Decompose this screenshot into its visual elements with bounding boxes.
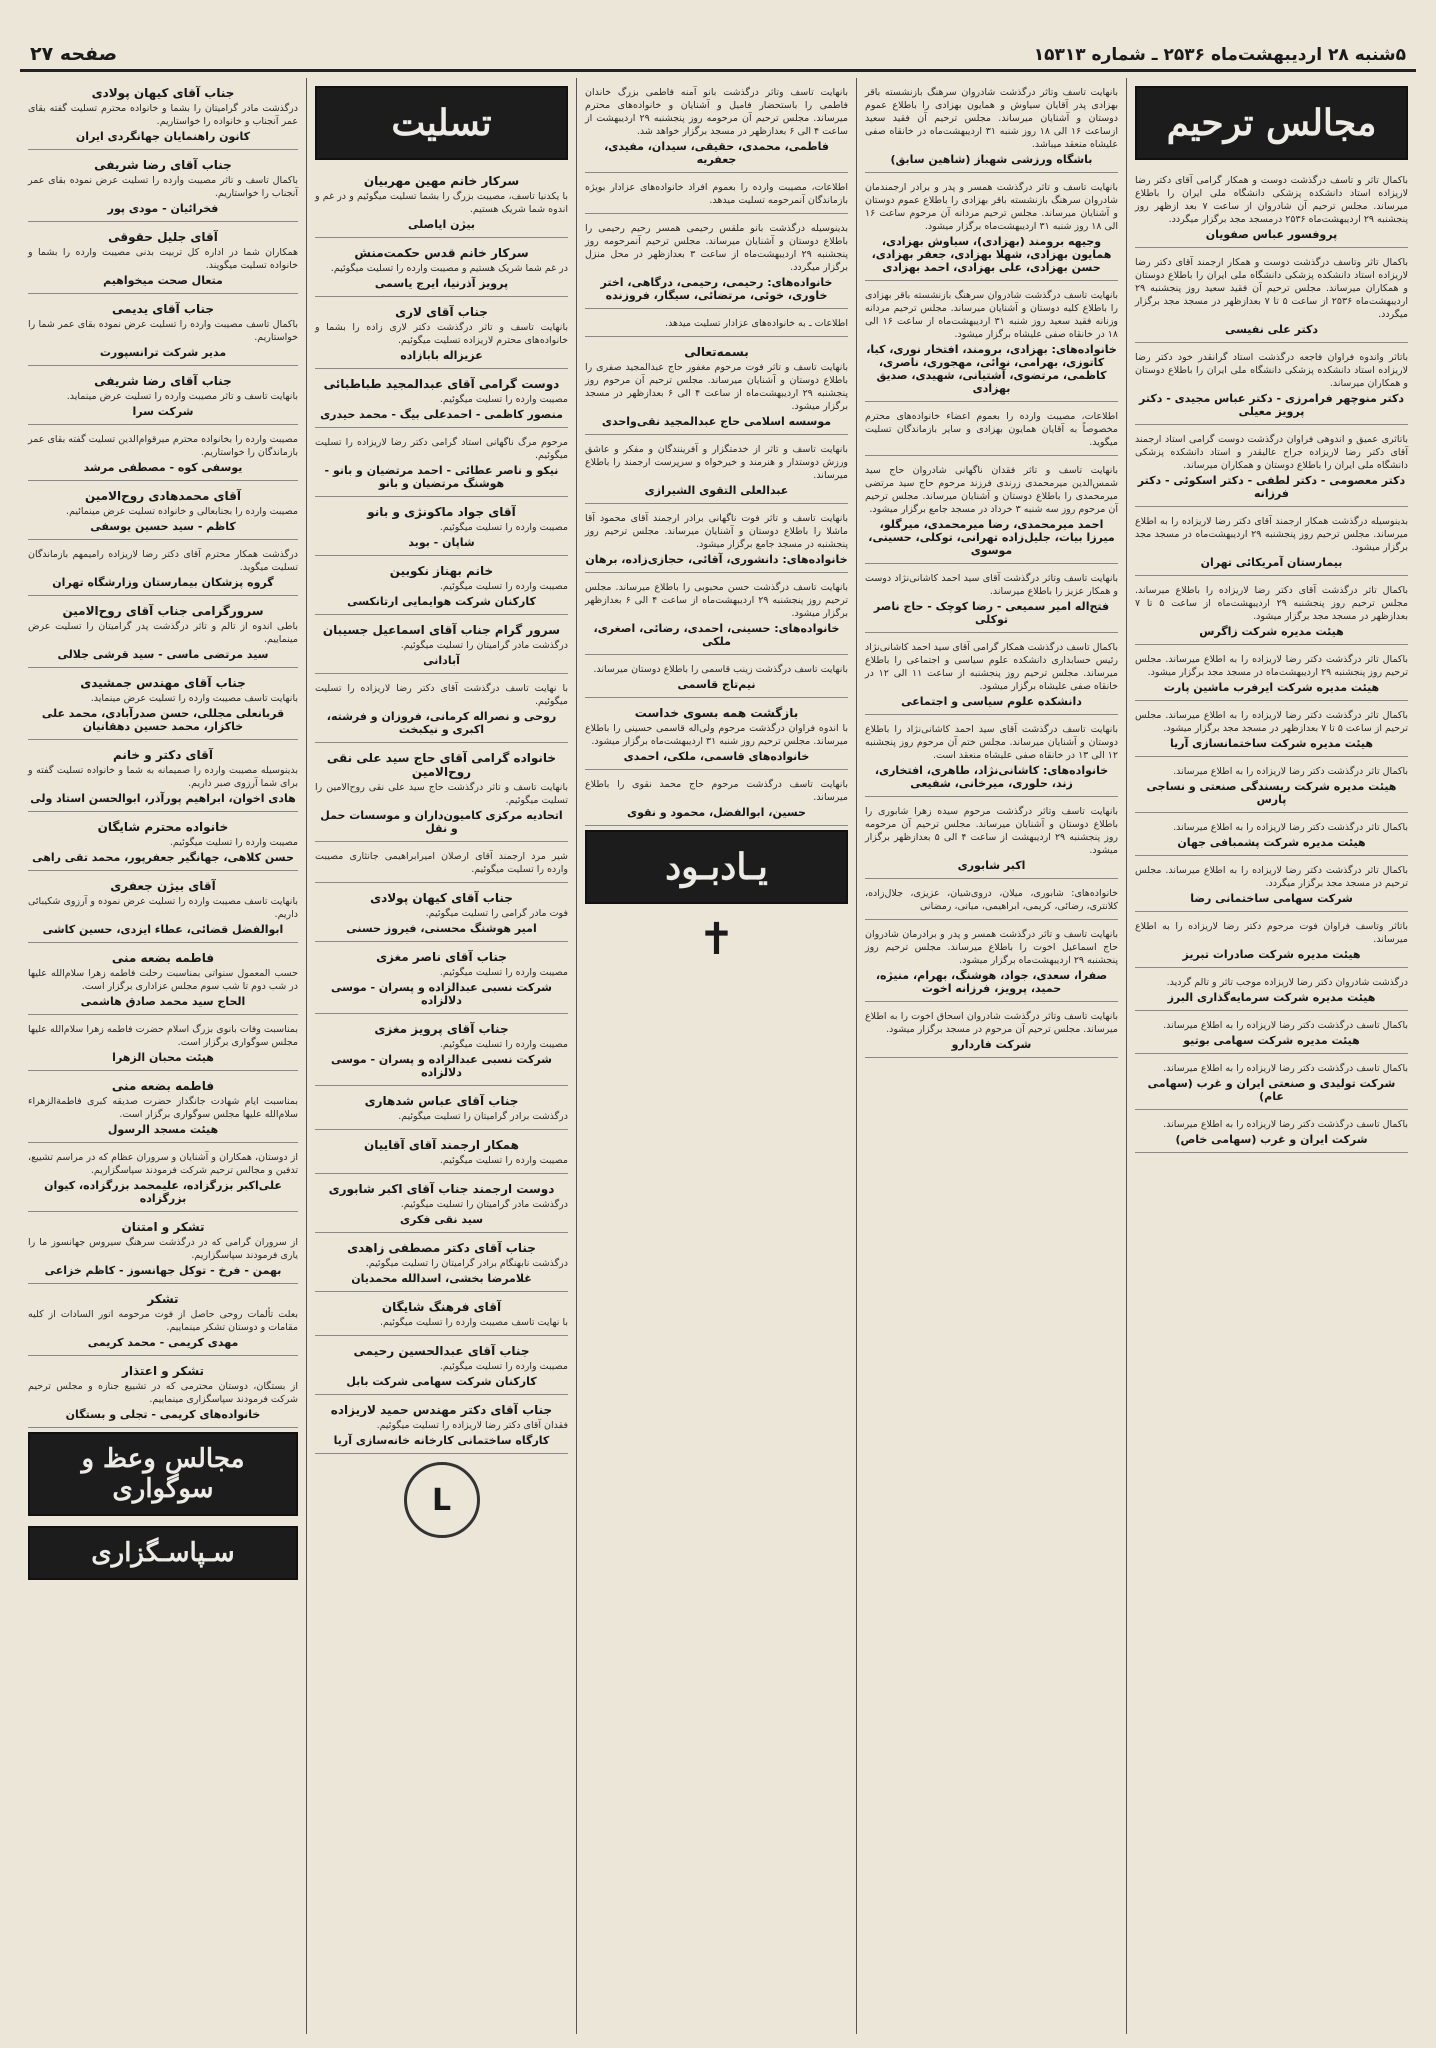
notice [865, 1006, 1118, 1058]
notice [28, 82, 298, 150]
notice-heading: آقای جواد ماکونژی و بانو [367, 505, 516, 519]
notice-body: اطلاعات، مصیبت وارده را بعموم افراد خانواده‌های عزادار بویژه بازماندگان آنمرحومه تسلیت میدهد. [585, 182, 848, 206]
notice [28, 226, 298, 294]
notice-signature: کارکنان شرکت سهامی شرکت بابل [346, 1375, 537, 1388]
notice-body: از سروران گرامی که در درگذشت سرهنگ سیروس جهانسوز ما را یاری فرمودند سپاسگزاریم. [28, 1237, 298, 1261]
notice [1135, 1015, 1408, 1054]
notice-body: درگذشت مادر گرامیتان را تسلیت میگوئیم. [400, 640, 568, 651]
notice-signature: نیکو و ناصر عطائی - احمد مرتضیان و بانو - هوشنگ مرتضیان و بانو [324, 464, 559, 490]
notice [28, 298, 298, 366]
notice [315, 501, 568, 556]
cross-icon: ✝ [698, 914, 735, 965]
notice [585, 774, 848, 826]
notice-body: باکمال تاثر درگذشت دکتر رضا لاریزاده را به اطلاع میرساند. مجلس ترحیم از ساعت ۵ تا ۷ بعدازظهر در مسجد مجد برگزار میشود. [1135, 710, 1408, 734]
notice-signature: نیم‌تاج قاسمی [677, 678, 756, 691]
notice-signature: دکتر علی نفیسی [1224, 323, 1319, 336]
notice-signature: فتح‌اله امیر سمیعی - رضا کوچک - حاج ناصر توکلی [873, 600, 1110, 626]
notice-body: بانهایت تاسف و تاثر درگذشت دکتر لاری زاده را بشما و خانواده‌های محترم لاریزاده تسلیت میگوئیم. [315, 322, 568, 346]
column-2 [856, 78, 1126, 2034]
notice-body: بدینوسیله درگذشت همکار ارجمند آقای دکتر رضا لاریزاده را به اطلاع میرساند. مجلس ترحیم روز پنجشنبه ۲۹ اردیبهشت‌ماه در مسجد مجد برگزار میشود. [1135, 516, 1408, 553]
notice-signature: هیئت مدیره شرکت سهامی بوتیو [1183, 1034, 1360, 1047]
notice [1135, 580, 1408, 645]
notice [315, 560, 568, 615]
notice-signature: خانواده‌های قاسمی، ملکی، احمدی [623, 750, 810, 763]
columns [20, 78, 1416, 2034]
notice-body: بانهایت تاسف و تاثر از خدمتگزار و آفرینندگان و مفکر و عاشق ورزش دوستدار و هنرمند و خیرخواه و سرپرست ارجمند را باطلاع میرساند. [585, 444, 848, 481]
notice-body: همکاران شما در اداره کل تربیت بدنی مصیبت وارده را بشما و خانواده تسلیت میگویند. [28, 247, 298, 271]
notice-body: با نهایت تاسف مصیبت وارده را تسلیت میگوئیم. [380, 1317, 568, 1328]
notice [1135, 761, 1408, 813]
notice-body: بانهایت تاسف درگذشت شادروان سرهنگ بازنشسته باقر بهزادی را باطلاع کلیه دوستان و آشنایان میرساند. مجلس ترحیم مردانه وزنانه فقید سعید روز شنبه ۳۱ اردیبهشت‌ماه از ساعت ۱۶ الی ۱۸ در خانقاه صفی علیشاه برگزار میشود. [865, 290, 1118, 340]
notice-signature: مهدی کریمی - محمد کریمی [87, 1336, 239, 1349]
notice-signature: سید نقی فکری [399, 1213, 484, 1226]
notice-heading: آقای جلیل حقوقی [108, 230, 218, 244]
notice-heading: جناب آقای رضا شریفی [94, 374, 232, 388]
notice [585, 218, 848, 309]
notice-signature: کارگاه ساختمانی کارخانه خانه‌سازی آریا [333, 1434, 550, 1447]
notice-body: بمناسبت وفات بانوی بزرگ اسلام حضرت فاطمه زهرا سلام‌الله علیها مجلس سوگواری برگزار است. [28, 1024, 298, 1048]
notice-body: باکمال تاثر درگذشت دکتر رضا لاریزاده را به اطلاع میرساند. [1173, 766, 1408, 777]
notice-signature: امیر هوشنگ محسنی، فیروز حسنی [346, 922, 537, 935]
notice-signature: شرکت فاردارو [951, 1038, 1032, 1051]
notice-heading: تشکر و امتنان [121, 1220, 205, 1234]
notice-body: بانهایت تاسف وتاثر درگذشت شادروان اسحاق اخوت را به اطلاع میرساند. مجلس ترحیم آن مرحوم در مسجد برگزار میشود. [865, 1011, 1118, 1035]
notice [28, 947, 298, 1015]
masthead [20, 38, 1416, 72]
notice-signature: وجیهه برومند (بهزادی)، سیاوش بهزادی، همایون بهزادی، شهلا بهزادی، جعفر بهزادی، حسن بهزادی، علی بهزادی، احمد بهزادی [871, 235, 1112, 274]
notice-signature: خانواده‌های: حسینی، احمدی، رضائی، اصغری، ملکی [593, 622, 840, 648]
notice-body: بانهایت تاسف وتاثر درگذشت مرحوم سیده زهرا شابوری را باطلاع دوستان و آشنایان میرساند. مجلس ترحیم آن مرحومه روز پنجشنبه ۲۹ اردیبهشت از ساعت ۴ الی ۵ بعدازظهر برگزار میشود. [865, 806, 1119, 856]
notice-body: با یکدنیا تاسف، مصیبت بزرگ را بشما تسلیت میگوئیم و در غم و اندوه شما شریک هستیم. [315, 191, 568, 215]
notice-body: بعلت تألمات روحی حاصل از فوت مرحومه انور السادات از کلیه مقامات و دوستان تشکر مینماییم. [28, 1309, 298, 1333]
notice [1135, 252, 1408, 343]
notice-signature: بهمن - فرخ - توکل جهانسوز - کاظم خزاعی [44, 1264, 282, 1277]
notice-body: درگذشت مادر گرامیتان را بشما و خانواده محترم تسلیت گفته بقای عمر آنجناب و خانواده را خواستاریم. [28, 103, 298, 127]
notice-signature: موسسه اسلامی حاج عبدالمجید نقی‌واحدی [601, 415, 832, 428]
notice-signature: حسن کلاهی، جهانگیر جعفرپور، محمد تقی راهی [32, 851, 294, 864]
notice [28, 816, 298, 871]
notice-body: بانهایت تاسف وتاثر درگذشت آقای سید احمد کاشانی‌نژاد دوست و همکار عزیز را باطلاع میرساند. [865, 573, 1118, 597]
notice-signature: خانواده‌های: کاشانی‌نژاد، طاهری، افتخاری، زند، حلوری، میرخانی، شفیعی [874, 764, 1109, 790]
notice-signature: آبادانی [423, 654, 460, 667]
notice-body: بانهایت تاسف درگذشت مرحوم حاج محمد نقوی را باطلاع میرساند. [585, 779, 848, 803]
notice [585, 659, 848, 698]
notice-body: باکمال تاسف درگذشت دکتر رضا لاریزاده را به اطلاع میرساند. [1163, 1119, 1408, 1130]
notice-heading: جناب آقای مهندس جمشیدی [80, 676, 246, 690]
notice [865, 285, 1118, 402]
notice-signature: هیئت مسجد الرسول [107, 1123, 219, 1136]
notice [315, 1237, 568, 1292]
notice-signature: شرکت ایران و غرب (سهامی خاص) [1175, 1133, 1368, 1146]
notice-signature: ابوالفضل قضائی، عطاء ایزدی، حسین کاشی [42, 923, 284, 936]
notice-signature: شرکت تولیدی و صنعتی ایران و غرب (سهامی عام) [1147, 1077, 1396, 1103]
notice-body: بانهایت تاسف و تاثر درگذشت همسر و پدر و برادر ارجمندمان شادروان سرهنگ بازنشسته باقر بهزادی را باطلاع عموم دوستان و آشنایان میرساند. مجلس ترحیم مردانه آن مرحوم ساعت ۱۶ الی ۱۸ روز شنبه ۳۱ اردیبهشت‌ماه برگزار میشود. [865, 182, 1118, 232]
notice-signature: گروه پزشکان بیمارستان وزارشگاه تهران [52, 576, 274, 589]
notice-body: مصیبت وارده را تسلیت میگوئیم. [439, 967, 568, 978]
banner-taslit: تسلیت [315, 86, 568, 160]
notice-heading: جناب آقای کیهان پولادی [91, 86, 235, 100]
notice [315, 1178, 568, 1233]
notice [1135, 170, 1408, 248]
page-number: صفحه ۲۷ [30, 43, 118, 65]
notice-signature: هیئت مدیره شرکت سرمایه‌گذاری البرز [1167, 991, 1376, 1004]
notice-body: بانهایت تاسف و تاثر فقدان ناگهانی شادروان حاج سید شمس‌الدین میرمحمدی زرندی فرزند مرحوم حاج سید مرتضی میرمحمدی را باطلاع دوستان و آشنایان میرساند. مجلس ترحیم آن مرحوم روز سه شنبه ۳ خرداد در مسجد جامع برگزار میشود. [865, 465, 1118, 515]
banner-vaz: مجالس وعظ و سوگواری [28, 1432, 298, 1516]
notice-body: بانهایت تاسف درگذشت حسن محبوبی را باطلاع میرساند. مجلس ترحیم روز پنجشنبه ۲۹ اردیبهشت‌ماه از ساعت ۴ الی ۶ بعدازظهر برگزار میشود. [585, 582, 848, 619]
notice-body: باکمال تاثر درگذشت دکتر رضا لاریزاده را به اطلاع میرساند. مجلس ترحیم در مسجد مجد برگزار میگردد. [1135, 865, 1408, 889]
notice-signature: بیژن ایاصلی [408, 218, 475, 231]
notice-signature: روحی و نصراله کرمانی، فروزان و فرشته، اکبری و نیکبخت [326, 710, 557, 736]
notice [865, 568, 1118, 633]
notice-body: از دوستان، همکاران و آشنایان و سروران عظام که در مراسم تشییع، تدفین و مجالس ترحیم شرکت فرمودند سپاسگزاریم. [28, 1152, 298, 1176]
notice-signature: حسین، ابوالفضل، محمود و نقوی [627, 806, 806, 819]
notice [1135, 916, 1408, 968]
notice-signature: احمد میرمحمدی، رضا میرمحمدی، میرگلو، میرزا بیات، جلیل‌زاده تهرانی، توکلی، حسینی، موسوی [868, 518, 1115, 557]
notice [585, 82, 848, 173]
notice-signature: فاطمی، محمدی، حقیقی، سیدان، مفیدی، جعفریه [604, 140, 829, 166]
notice [1135, 1058, 1408, 1110]
notice [315, 1018, 568, 1086]
notice [585, 313, 848, 337]
notice-heading: جناب آقای یدیمی [111, 302, 215, 316]
notice-heading: جناب آقای عبدالحسین رحیمی [353, 1344, 530, 1358]
notice-signature: هادی اخوان، ابراهیم پورآذر، ابوالحسن استاد ولی [30, 792, 296, 805]
notice [28, 1075, 298, 1143]
notice-body: درگذشت مادر گرامیتان را تسلیت میگوئیم. [400, 1199, 568, 1210]
notice-body: بانهایت تاسف و تاثر درگذشت حاج سید علی نقی روح‌الامین را تسلیت میگوئیم. [315, 782, 568, 806]
notice-signature: یوسفی کوه - مصطفی مرشد [83, 461, 243, 474]
notice [28, 672, 298, 740]
notice-body: باکمال تاثر درگذشت دکتر رضا لاریزاده را به اطلاع میرساند. [1173, 822, 1408, 833]
notice [315, 170, 568, 238]
notice-heading: جناب آقای دکتر مصطفی زاهدی [347, 1241, 536, 1255]
notice [865, 460, 1118, 564]
notice [585, 508, 848, 573]
notice-body: مصیبت وارده را تسلیت میگوئیم. [439, 1155, 568, 1166]
notice-signature: هیئت مدیره شرکت پشمبافی جهان [1177, 836, 1366, 849]
notice [1135, 705, 1408, 757]
notice-body: باکمال تاسف درگذشت دکتر رضا لاریزاده را به اطلاع میرساند. [1163, 1063, 1408, 1074]
notice-heading: بسمه‌تعالی [684, 345, 749, 359]
notice-body: باکمال تاسف درگذشت همکار گرامی آقای سید احمد کاشانی‌نژاد رئیس حسابداری دانشکده علوم سیاسی و اجتماعی را باطلاع میرساند. مجلس ترحیم روز پنجشنبه از ساعت ۱۱ الی ۱۲ در خانقاه صفی علیشاه برگزار میشود. [864, 642, 1118, 692]
notice [315, 1090, 568, 1130]
notice [865, 924, 1118, 1002]
notice [585, 177, 848, 214]
notice [28, 429, 298, 481]
notice-heading: بازگشت همه بسوی خداست [634, 706, 799, 720]
notice [28, 154, 298, 222]
notice-heading: سرور گرام جناب آقای اسماعیل جسیبان [322, 623, 561, 637]
banner-yadbood: یـادبـود [585, 830, 848, 904]
notice-body: بانهایت تاسف و تاثر فوت مرحوم مغفور حاج عبدالمجید صفری را باطلاع دوستان و آشنایان میرساند. مجلس ترحیم آن مرحوم روز پنجشنبه ۲۹ اردیبهشت‌ماه از ساعت ۴ الی ۶ بعدازظهر در مسجد برگزار میشود. [585, 362, 849, 412]
lions-emblem-icon: L [404, 1462, 480, 1538]
notice-signature: هیئت مدیره شرکت زاگرس [1199, 625, 1344, 638]
notice-signature: خانواده‌های: بهزادی، برومند، افتخار نوری، کیا، کاتوزی، بهرامی، نوائی، مهجوری، ناصری، کاظمی، مرتضوی، آشتیانی، شهیدی، صدیق بهزادی [866, 343, 1117, 395]
notice-body: بانهایت تاسف و تاثر فوت ناگهانی برادر ارجمند آقای محمود آقا ماشلا را باطلاع دوستان و آشنایان میرساند. مجلس ترحیم روز پنجشنبه در مسجد جامع برگزار میشود. [585, 513, 848, 550]
column-3 [576, 78, 856, 2034]
notice [28, 370, 298, 425]
notice-body: درگذشت همکار محترم آقای دکتر رضا لاریزاده رامیمهم بازماندگان تسلیت میگوید. [28, 549, 298, 573]
notice [1135, 860, 1408, 912]
notice [865, 719, 1118, 797]
notice-signature: هیئت مدیره شرکت ساختمانسازی آریا [1169, 737, 1373, 750]
notice-heading: تشکر و اعتذار [121, 1364, 205, 1378]
notice [315, 1399, 568, 1454]
notice [1135, 511, 1408, 576]
notice-body: بدینوسیله درگذشت بانو ملقس رحیمی همسر رحیم رحیمی را باطلاع دوستان و آشنایان میرساند. مجلس ترحیم آنمرحومه روز پنجشنبه ۲۹ اردیبهشت‌ماه از ساعت ۳ بعدازظهر در محل منزل برگزار میگردد. [585, 223, 848, 273]
notice-signature: باشگاه ورزشی شهباز (شاهین سابق) [890, 153, 1093, 166]
notice-body: فقدان آقای دکتر رضا لاریزاده را تسلیت میگوئیم. [376, 1420, 568, 1431]
notice [315, 887, 568, 942]
notice-heading: جناب آقای پرویز مغزی [374, 1022, 509, 1036]
notice-signature: شرکت نسبی عبدالزاده و پسران - موسی دلالزاده [330, 981, 552, 1007]
notice-signature: پرویز آذرنیا، ایرج یاسمی [374, 277, 509, 290]
notice-signature: شرکت سرا [132, 405, 194, 418]
notice [315, 846, 568, 883]
notice-body: بانهایت تاسف وتاثر درگذشت بانو آمنه فاطمی بزرگ خاندان فاطمی را باستحضار فامیل و آشنایان و خانواده‌های محترم میرساند. مجلس ترحیم آن مرحومه روز پنجشنبه ۲۹ اردیبهشت از ساعت ۴ الی ۶ بعدازظهر در مسجد برگزار خواهد شد. [585, 87, 848, 137]
notice-body: باکمال تاسف درگذشت دکتر رضا لاریزاده را به اطلاع میرساند. [1163, 1020, 1408, 1031]
notice-heading: سرکار خانم مهین مهربیان [363, 174, 520, 188]
notice-body: بانهایت تاسف و تاثر مصیبت وارده را تسلیت عرض مینماید. [66, 391, 298, 402]
notice-body: مصیبت وارده را تسلیت میگوئیم. [169, 837, 298, 848]
notice-body: بانهایت تاسف مصیبت وارده را تسلیت عرض مینماید. [90, 693, 298, 704]
notice [1135, 649, 1408, 701]
notice-signature: متعال صحت میخواهیم [103, 274, 223, 287]
notice-heading: آقای فرهنگ شایگان [381, 1300, 502, 1314]
notice-heading: تشکر [147, 1292, 179, 1306]
notice [315, 619, 568, 674]
notice-signature: پروفسور عباس صفویان [1205, 228, 1338, 241]
notice-heading: جناب آقای ناصر مغزی [376, 950, 507, 964]
notice [865, 883, 1118, 920]
column-5 [20, 78, 306, 2034]
notice-body: باکمال تاسف و تاثر مصیبت وارده را تسلیت عرض نموده بقای عمر آنجناب را خواستاریم. [28, 175, 298, 199]
notice-signature: عزیزاله بابازاده [400, 349, 483, 362]
notice [28, 485, 298, 540]
notice [1135, 972, 1408, 1011]
column-1 [1126, 78, 1416, 2034]
notice-signature: خانواده‌های: دانشوری، آقائی، حجازی‌زاده، برهان [585, 553, 848, 566]
notice-heading: خانم بهناز نکوبین [389, 564, 494, 578]
notice-body: بانهایت تاسف مصیبت وارده را تسلیت عرض نموده و آرزوی شکیبائی داریم. [28, 896, 298, 920]
notice-heading: سرورگرامی جناب آقای روح‌الامین [62, 604, 264, 618]
notice-body: شیر مرد ارجمند آقای ارصلان امیرابراهیمی جانثاری مصیبت وارده را تسلیت میگوئیم. [315, 851, 568, 875]
notice-signature: دکتر منوچهر فرامرزی - دکتر عباس مجیدی - دکتر پرویز معیلی [1139, 392, 1404, 418]
notice-body: بانهایت تاسف و تاثر درگذشت همسر و پدر و برادرمان شادروان حاج اسماعیل اخوت را باطلاع میرساند. مجلس ترحیم روز پنجشنبه ۲۹ اردیبهشت‌ماه برگزار میشود. [865, 929, 1118, 966]
notice-body: بمناسبت ایام شهادت جانگداز حضرت صدیقه کبری فاطمةالزهراء سلام‌الله علیها مجلس سوگواری برگزار است. [28, 1096, 298, 1120]
notice-body: درگذشت برادر گرامیتان را تسلیت میگوئیم. [398, 1111, 568, 1122]
notice-body: فوت مادر گرامی را تسلیت میگوئیم. [425, 908, 568, 919]
notice-body: با نهایت تاسف درگذشت آقای دکتر رضا لاریزاده را تسلیت میگوئیم. [315, 683, 568, 707]
notice-signature: سید مرتضی ماسی - سید قرشی جلالی [57, 648, 269, 661]
notice [865, 177, 1118, 281]
notice-body: اطلاعات، مصیبت وارده را بعموم اعضاء خانواده‌های محترم مخصوصاً به آقایان همایون بهزادی و سایر بازماندگان تسلیت میگوید. [865, 411, 1118, 448]
notice [315, 1340, 568, 1395]
notice-body: باکمال تاثر درگذشت دکتر رضا لاریزاده را به اطلاع میرساند. مجلس ترحیم روز پنجشنبه ۲۹ اردیبهشت‌ماه در مسجد مجد برگزار میشود. [1135, 654, 1408, 678]
notice [28, 600, 298, 668]
notice [1135, 817, 1408, 856]
notice-signature: دانشکده علوم سیاسی و اجتماعی [901, 695, 1082, 708]
notice-body: باکمال تاسف مصیبت وارده را تسلیت عرض نموده بقای عمر شما را خواستاریم. [28, 319, 298, 343]
notice [28, 1216, 298, 1284]
notice-body: باتاثر وتاسف فراوان فوت مرحوم دکتر رضا لاریزاده را به اطلاع میرساند. [1135, 921, 1408, 945]
notice [315, 1296, 568, 1336]
notice [315, 747, 568, 842]
notice [315, 1134, 568, 1174]
notice-signature: کارکنان شرکت هوایمایی ارتانکسی [347, 595, 536, 608]
notice [28, 1019, 298, 1071]
notice-body: بانهایت تاسف درگذشت آقای سید احمد کاشانی‌نژاد را باطلاع دوستان و آشنایان میرساند. مجلس ختم آن مرحوم روز پنجشنبه ۱۲ الی ۱۳ در خانقاه صفی علیشاه منعقد است. [865, 724, 1118, 761]
notice [28, 1288, 298, 1356]
notice [585, 341, 848, 435]
notice-signature: الحاج سید محمد صادق هاشمی [80, 995, 246, 1008]
notice-signature: صفرا، سعدی، جواد، هوشنگ، بهرام، منیژه، حمید، پرویز، فرزانه اخوت [875, 969, 1108, 995]
notice-body: خانواده‌های: شابوری، میلان، دروی‌شیان، عزیزی، جلال‌زاده، کلانتری، رضائی، کریمی، ابراهیمی، میانی، رمضانی [865, 888, 1118, 912]
notice-signature: غلامرضا بخشی، اسدالله محمدیان [351, 1272, 532, 1285]
notice-body: باکمال تاثر و تاسف درگذشت دوست و همکار گرامی آقای دکتر رضا لاریزاده استاد دانشکده پزشکی دانشگاه ملی ایران را باطلاع میرساند. مجلس ترحیم آن شادروان از ساعت ۷ بعد ازظهر روز پنجشنبه ۲۹ اردیبهشت‌ماه ۲۵۳۶ درمسجد مجد برگزار میگردد. [1135, 175, 1408, 225]
notice-body: باکمال تاثر وتاسف درگذشت دوست و همکار ارجمند آقای دکتر رضا لاریزاده استاد دانشکده پزشکی دانشگاه ملی ایران را باطلاع دوستان و همکاران میرساند. مجلس ترحیم آن فقید سعید روز پنجشنبه ۲۹ اردیبهشت‌ماه ۲۵۳۶ از ساعت ۵ تا ۷ بعدازظهر در مسجد مجد برگزار میگردد. [1135, 257, 1409, 320]
notice-signature: عبدالعلی التقوی الشیرازی [644, 484, 789, 497]
notice-body: حسب المعمول سنواتی بمناسبت رحلت فاطمه زهرا سلام‌الله علیها در شب دوم تا شب سوم مجلس عزاداری برگزار است. [28, 968, 298, 992]
notice-body: مرحوم مرگ ناگهانی استاد گرامی دکتر رضا لاریزاده را تسلیت میگوئیم. [315, 437, 568, 461]
notice-signature: شاپان - بوبد [408, 536, 475, 549]
notice [28, 875, 298, 943]
notice [585, 702, 848, 770]
notice [865, 637, 1118, 715]
notice [315, 678, 568, 743]
notice-signature: علی‌اکبر بزرگزاده، علیمحمد بزرگزاده، کیوان بزرگزاده [44, 1179, 282, 1205]
notice-body: از بستگان، دوستان محترمی که در تشییع جنازه و مجلس ترحیم شرکت فرمودند سپاسگزاری مینماییم. [28, 1381, 298, 1405]
notice-heading: آقای محمدهادی روح‌الامین [84, 489, 242, 503]
notice-signature: خانواده‌های کریمی - تجلی و بستگان [65, 1408, 261, 1421]
notice-heading: آقای دکتر و خانم [112, 748, 214, 762]
notice-signature: شرکت سهامی ساختمانی رضا [1190, 892, 1353, 905]
notice-heading: فاطمه بضعه منی [111, 951, 215, 965]
notice-body: مصیبت وارده را تسلیت میگوئیم. [439, 394, 568, 405]
notice-heading: آقای بیژن جعفری [110, 879, 216, 893]
notice-signature: قربانعلی مجللی، حسن صدرآبادی، محمد علی خاکزار، محمد حسین دهقانیان [41, 707, 285, 733]
notice-signature: اتحادیه مرکزی کامیون‌داران و موسسات حمل و نقل [320, 809, 563, 835]
notice [1135, 347, 1408, 425]
notice-signature: اکبر شابوری [957, 859, 1026, 872]
notice-signature: فخرائیان - مودی پور [107, 202, 219, 215]
notice [585, 577, 848, 655]
notice [865, 82, 1118, 173]
notice [865, 406, 1118, 456]
issue-date: ۵شنبه ۲۸ اردیبهشت‌ماه ۲۵۳۶ ـ شماره ۱۵۳۱۳ [1033, 45, 1406, 65]
notice-heading: دوست گرامی آقای عبدالمجید طباطبائی [323, 377, 560, 391]
notice-body: اطلاعات ـ به خانواده‌های عزادار تسلیت میدهد. [665, 318, 848, 329]
notice [28, 1360, 298, 1428]
notice-signature: منصور کاظمی - احمدعلی بیگ - محمد حیدری [320, 408, 563, 421]
notice [28, 1147, 298, 1212]
notice [1135, 1114, 1408, 1153]
notice-body: بانهایت تاسف درگذشت زینب قاسمی را باطلاع دوستان میرساند. [593, 664, 848, 675]
banner-majales-tarhim: مجالس ترحیم [1135, 86, 1408, 160]
notice [315, 242, 568, 297]
notice-body: باتاثر واندوه فراوان فاجعه درگذشت استاد گرانقدر خود دکتر رضا لاریزاده استاد دانشکده پزشکی دانشگاه ملی ایران را باطلاع دوستان و همکاران میرساند. [1135, 352, 1408, 389]
notice-signature: مدیر شرکت ترانسپورت [99, 346, 227, 359]
column-4 [306, 78, 576, 2034]
notice-body: مصیبت وارده را تسلیت میگوئیم. [439, 522, 568, 533]
banner-sepas: سـپاسـگزاری [28, 1526, 298, 1580]
notice-body: درگذشت نابهنگام برادر گرامیتان را تسلیت میگوئیم. [365, 1258, 568, 1269]
notice-body: مصیبت وارده را بجنابعالی و خانواده تسلیت عرض مینمائیم. [66, 506, 298, 517]
notice-signature: هیئت محبان الزهرا [112, 1051, 214, 1064]
notice-body: بانهایت تاسف وتاثر درگذشت شادروان سرهنگ بازنشسته باقر بهزادی پدر آقایان سیاوش و همایون بهزادی را باطلاع عموم دوستان و آشنایان میرساند. مجلس ترحیم آن فقید سعید ازساعت ۱۶ الی ۱۸ روز شنبه ۳۱ اردیبهشت‌ماه در خانقاه صفی علیشاه منعقد میباشد. [865, 87, 1118, 150]
notice-signature: دکتر معصومی - دکتر لطفی - دکتر اسکوئی - دکتر فرزانه [1137, 474, 1406, 500]
notice-signature: شرکت نسبی عبدالزاده و پسران - موسی دلالزاده [330, 1053, 552, 1079]
notice-signature: بیمارستان آمریکائی تهران [1200, 556, 1343, 569]
notice-body: مصیبت وارده را تسلیت میگوئیم. [439, 581, 568, 592]
notice-heading: جناب آقای عباس شدهاری [364, 1094, 519, 1108]
notice-body: مصیبت وارده را تسلیت میگوئیم. [439, 1039, 568, 1050]
notice-body: باتاثری عمیق و اندوهی فراوان درگذشت دوست گرامی استاد ارجمند آقای دکتر رضا لاریزاده جراح عالیقدر و استاد دانشکده پزشکی دانشگاه ملی ایران را باطلاع دوستان و همکاران میرساند. [1135, 434, 1408, 471]
notice [315, 432, 568, 497]
notice-signature: هیئت مدیره شرکت صادرات تبریز [1182, 948, 1361, 961]
notice-body: باطی اندوه از تالم و تاثر درگذشت پدر گرامیتان را تسلیت عرض مینماییم. [28, 621, 298, 645]
notice-heading: خانواده محترم شایگان [97, 820, 229, 834]
notice-signature: کانون راهنمایان جهانگردی ایران [75, 130, 251, 143]
notice-body: مصیبت وارده را تسلیت میگوئیم. [439, 1361, 568, 1372]
notice-body: باکمال تاثر درگذشت آقای دکتر رضا لاریزاده را باطلاع میرساند. مجلس ترحیم روز پنجشنبه ۲۹ اردیبهشت‌ماه از ساعت ۵ تا ۷ بعدازظهر در مسجد مجد برگزار میشود. [1135, 585, 1408, 622]
notice-heading: خانواده گرامی آقای حاج سید علی نقی روح‌الامین [326, 751, 557, 779]
notice [28, 544, 298, 596]
notice [315, 946, 568, 1014]
notice-heading: سرکار خانم قدس حکمت‌منش [354, 246, 529, 260]
notice [315, 373, 568, 428]
notice-body: با اندوه فراوان درگذشت مرحوم ولی‌اله قاسمی حسینی را باطلاع میرساند. مجلس ترحیم روز شنبه ۳۱ اردیبهشت‌ماه برگزار میشود. [585, 723, 848, 747]
notice-heading: جناب آقای کیهان پولادی [370, 891, 513, 905]
notice-heading: جناب آقای رضا شریفی [94, 158, 232, 172]
notice-heading: همکار ارجمند آقای آقاییان [364, 1138, 519, 1152]
notice [585, 439, 848, 504]
notice-body: مصیبت وارده را بخانواده محترم میرقوام‌الدین تسلیت گفته بقای عمر بازماندگان را خواستاریم. [28, 434, 298, 458]
notice [865, 801, 1118, 879]
notice-heading: جناب آقای لاری [395, 305, 488, 319]
notice-signature: کاظم - سید حسین یوسفی [90, 520, 236, 533]
notice-heading: دوست ارجمند جناب آقای اکبر شابوری [328, 1182, 555, 1196]
notice-signature: هیئت مدیره شرکت ریسندگی صنعتی و نساجی پارس [1146, 780, 1397, 806]
notice-body: بدینوسیله مصیبت وارده را صمیمانه به شما و خانواده تسلیت گفته و برای شما آرزوی صبر داریم. [28, 765, 298, 789]
notice-heading: جناب آقای دکتر مهندس حمید لاریزاده [330, 1403, 553, 1417]
notice [315, 301, 568, 369]
notice [28, 744, 298, 812]
notice [1135, 429, 1408, 507]
notice-signature: هیئت مدیره شرکت ایرفرب ماشین پارت [1163, 681, 1380, 694]
notice-body: در غم شما شریک هستیم و مصیبت وارده را تسلیت میگوئیم. [330, 263, 568, 274]
notice-signature: خانواده‌های: رحیمی، رحیمی، درگاهی، اختر خاوری، خوئی، مرتضائی، سیگار، فروزنده [600, 276, 833, 302]
notice-heading: فاطمه بضعه منی [111, 1079, 215, 1093]
notice-body: درگذشت شادروان دکتر رضا لاریزاده موجب تاثر و تالم گردید. [1166, 977, 1408, 988]
